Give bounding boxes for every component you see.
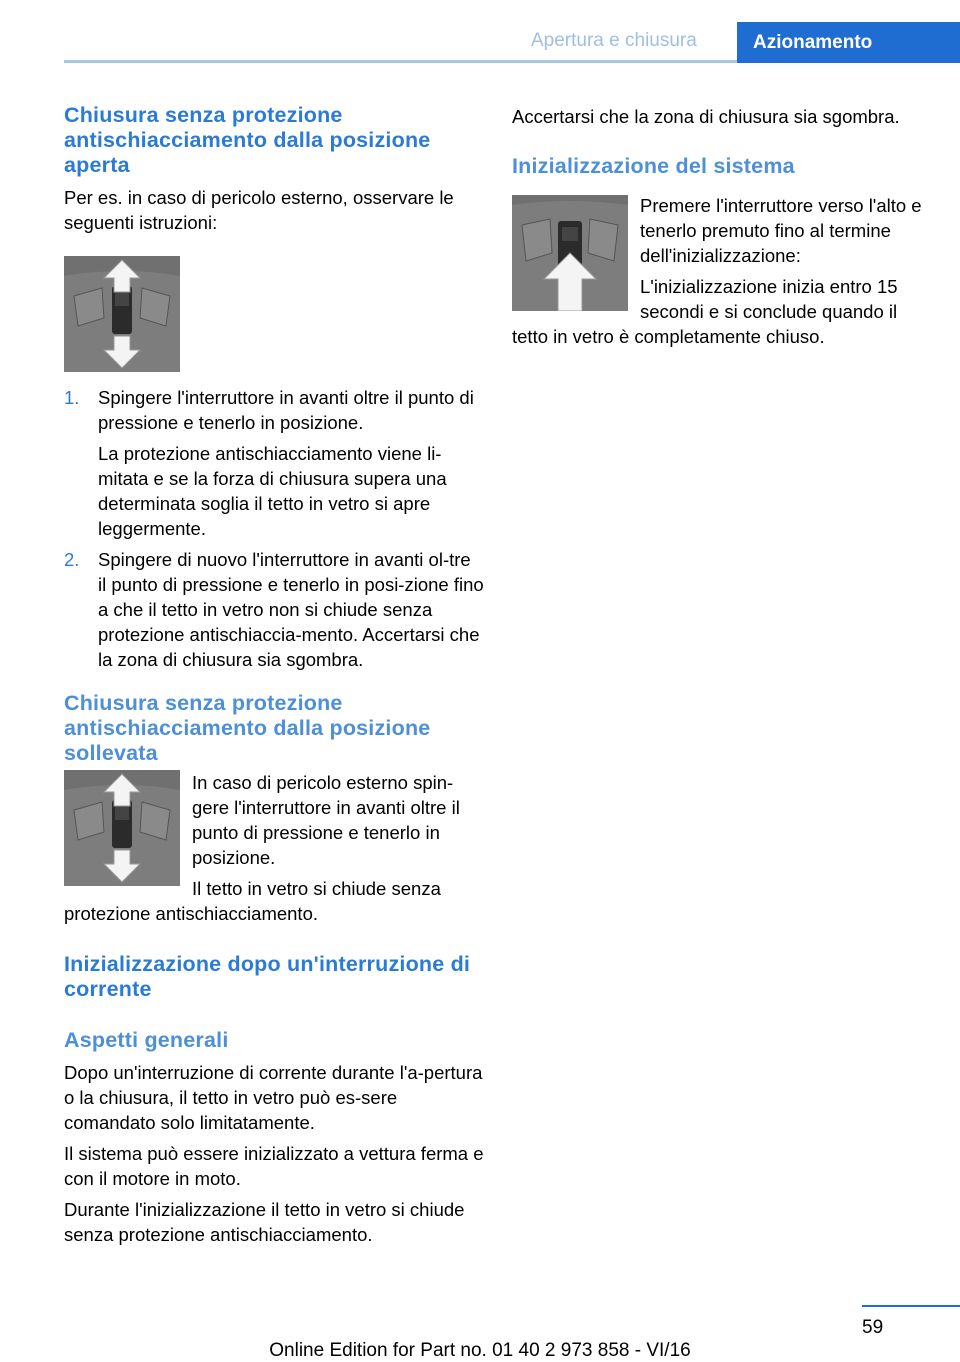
general-text-3: Durante l'inizializzazione il tetto in vetro si chiude senza protezione antischiacciamento. [64,1199,465,1245]
chapter-tab[interactable]: Azionamento [737,22,960,63]
clear-zone-text: Accertarsi che la zona di chiusura sia sgombra. [512,106,900,127]
raised-block [64,770,484,926]
switch-both-arrows-figure-2 [64,770,180,886]
heading-close-raised: Chiusura senza protezione antischiacciamento dalla posizione sollevata [64,691,431,765]
switch-up-arrow-figure [512,195,628,311]
heading-system-init: Inizializzazione del sistema [512,154,795,178]
switch-both-arrows-figure [64,256,180,372]
general-text-2: Il sistema può essere inizializzato a vettura ferma e con il motore in moto. [64,1143,484,1189]
init-text-1: Premere l'interruttore verso l'alto e tenerlo premuto fino al termine dell'inizializzazione: [640,195,922,266]
init-block [512,193,932,349]
heading-power-interruption: Inizializzazione dopo un'interruzione di corrente [64,952,471,1001]
step-extra: La protezione antischiacciamento viene li-mitata e se la forza di chiusura supera una determinata soglia il tetto in vetro si apre leggermente. [98,443,447,539]
init-text-2: L'inizializzazione inizia entro 15 secondi e si conclude quando il tetto in vetro è completamente chiuso. [512,276,898,347]
section-tab[interactable]: Apertura e chiusura [531,30,697,51]
step-number: 2. [64,549,80,570]
heading-general: Aspetti generali [64,1028,229,1052]
step-text: Spingere di nuovo l'interruttore in avanti ol-tre il punto di pressione e tenerlo in posi-zione fino a che il tetto in vetro non si chiude senza protezione antischiaccia-mento. Accertarsi che la zona di chiusura sia sgombra. [98,549,484,670]
heading-close-open: Chiusura senza protezione antischiacciamento dalla posizione aperta [64,103,431,177]
step-number: 1. [64,387,80,408]
left-column [64,103,484,1247]
raised-text-2: Il tetto in vetro si chiude senza protezione antischiacciamento. [64,878,441,924]
page-number: 59 [862,1317,884,1338]
right-column [512,104,932,349]
list-item [64,385,484,541]
footer-rule [862,1305,960,1307]
step-text: Spingere l'interruttore in avanti oltre il punto di pressione e tenerlo in posizione. [98,387,474,433]
raised-text-1: In caso di pericolo esterno spin-gere l'interruttore in avanti oltre il punto di pressione e tenerlo in posizione. [192,772,460,868]
intro-text: Per es. in caso di pericolo esterno, osservare le seguenti istruzioni: [64,187,454,233]
edition-note: Online Edition for Part no. 01 40 2 973 858 - VI/16 [269,1340,691,1361]
general-text-1: Dopo un'interruzione di corrente durante l'a-pertura o la chiusura, il tetto in vetro può es-sere comandato solo limitatamente. [64,1062,483,1133]
list-item [64,547,484,672]
step-list [64,385,484,672]
